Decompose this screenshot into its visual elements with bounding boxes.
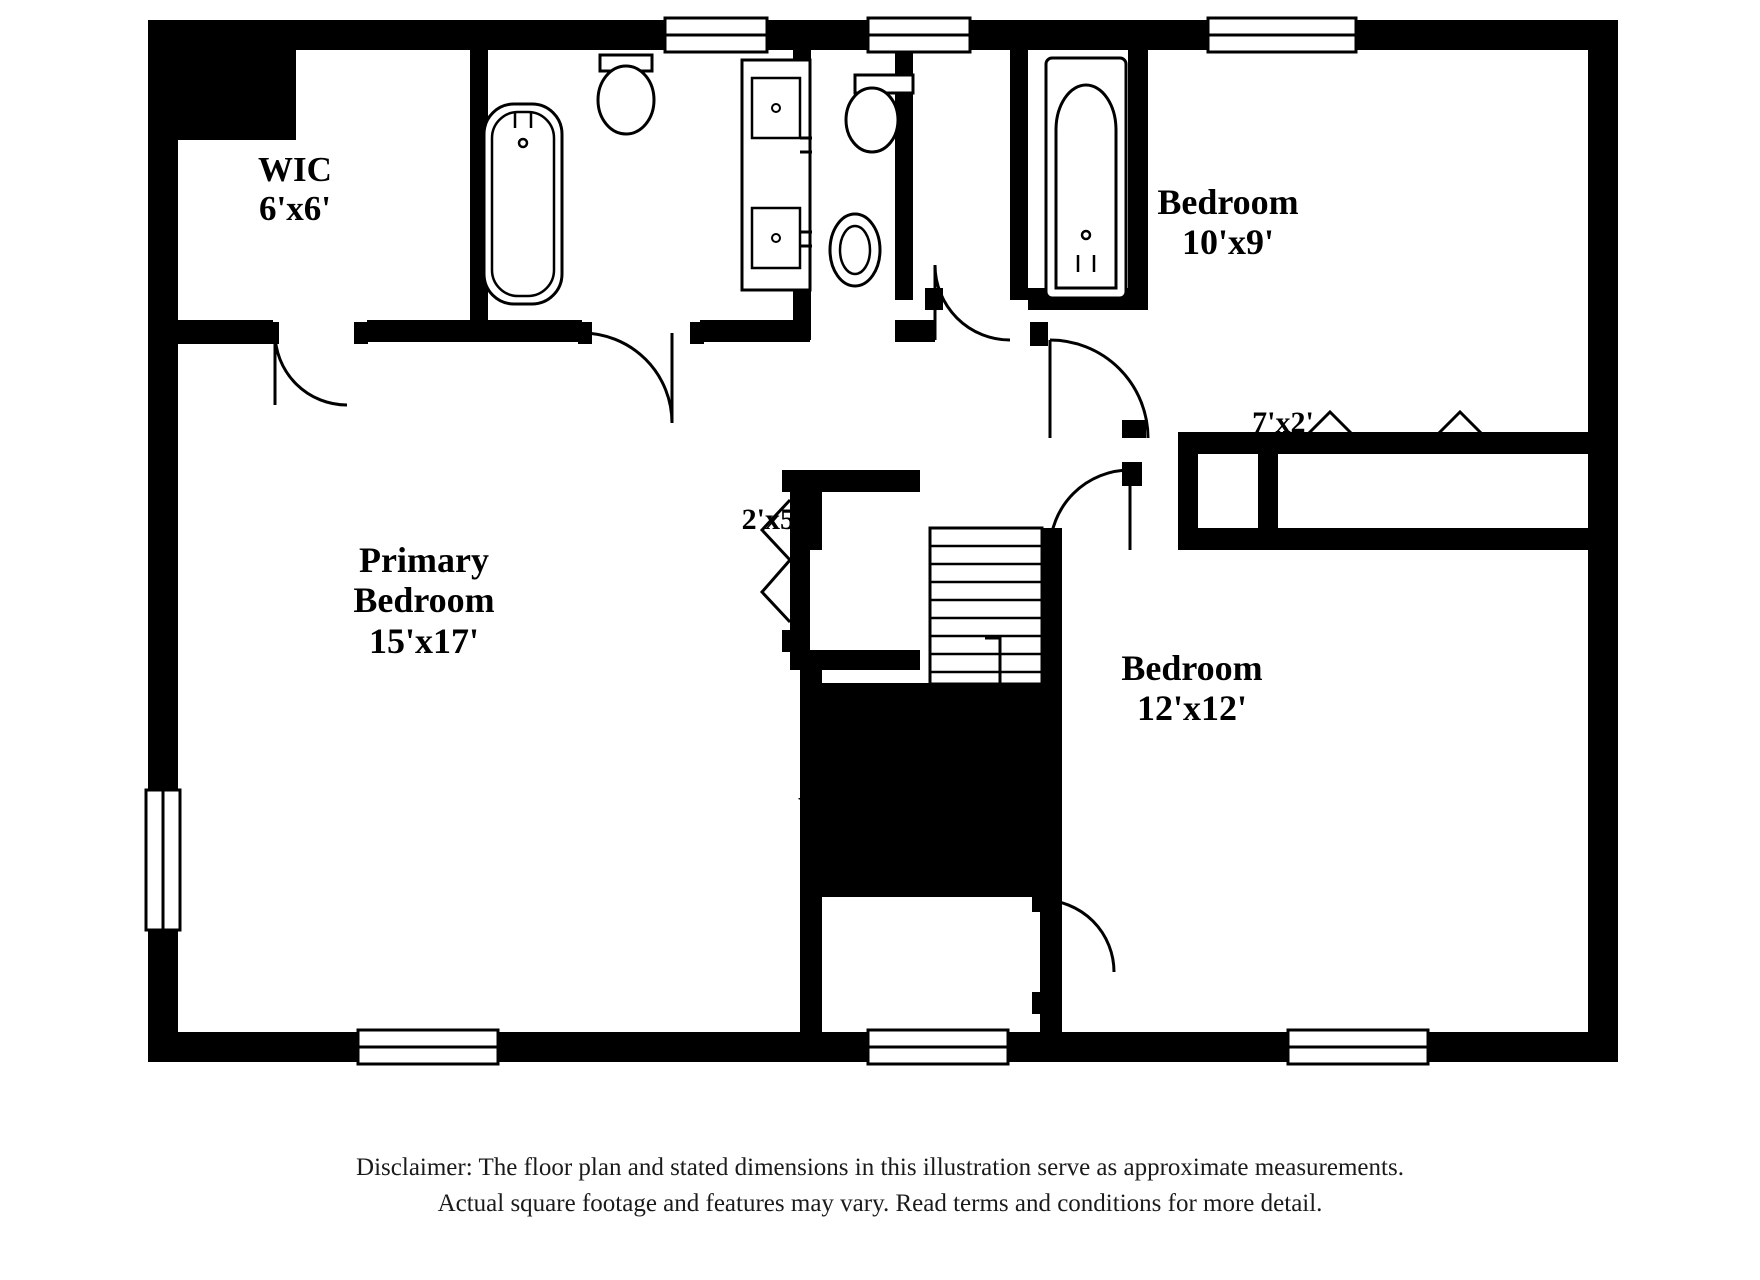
window-bottom-3 [1288, 1030, 1428, 1064]
sink-icon [830, 214, 880, 286]
room-label-primary-bedroom: Primary Bedroom 15'x17' [353, 540, 495, 661]
window-left [146, 790, 180, 930]
disclaimer-line-1: Disclaimer: The floor plan and stated dimensions in this illustration serve as approximate measurements. [356, 1154, 1404, 1181]
room-label-wic-lower: WIC 6'x4' [798, 790, 872, 869]
bathtub-icon [484, 104, 562, 304]
window-bottom-1 [358, 1030, 498, 1064]
room-label-closet-2x5: 2'x5' [741, 503, 804, 536]
wall-detail-group [163, 322, 275, 344]
disclaimer-line-2: Actual square footage and features may vary. Read terms and conditions for more detail. [437, 1190, 1323, 1218]
disclaimer [0, 1150, 1760, 1223]
staircase-icon [930, 528, 1042, 684]
window-top-1 [665, 18, 767, 52]
window-top-3 [1208, 18, 1356, 52]
room-label-bedroom-10x9: Bedroom 10'x9' [1157, 182, 1299, 263]
window-bottom-2 [868, 1030, 1008, 1064]
room-label-wic-upper: WIC 6'x6' [258, 150, 332, 229]
room-label-bedroom-12x12: Bedroom 12'x12' [1121, 648, 1263, 729]
shower-icon [1046, 58, 1126, 298]
room-label-closet-7x2: 7'x2' [1252, 406, 1314, 439]
toilet-icon-1 [598, 55, 654, 134]
window-top-2 [868, 18, 970, 52]
double-vanity-icon [742, 60, 812, 290]
